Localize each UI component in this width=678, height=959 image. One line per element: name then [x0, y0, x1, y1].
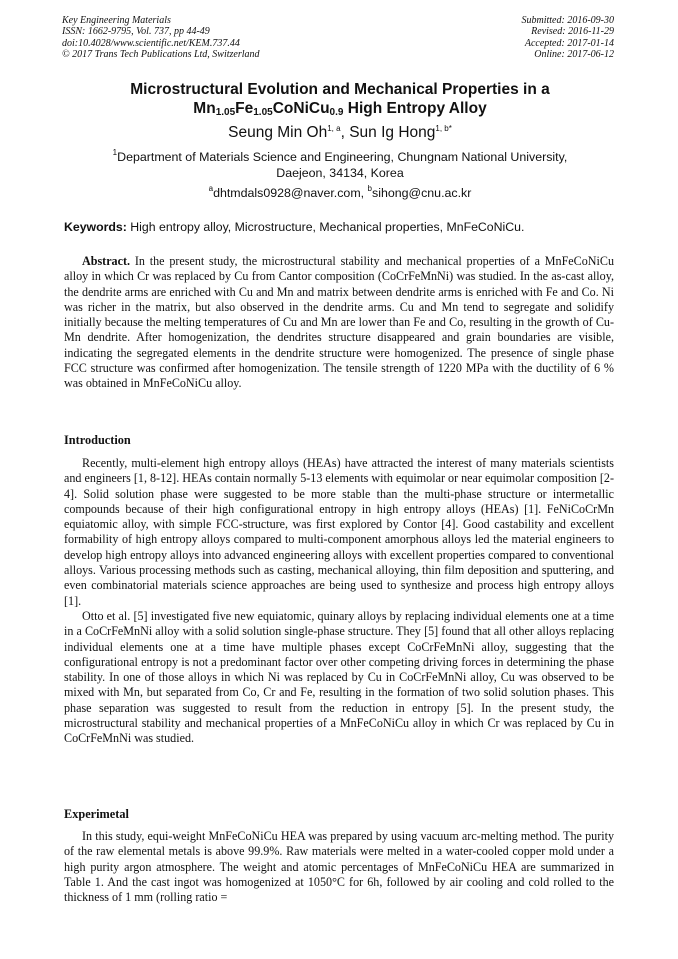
paragraph: In this study, equi-weight MnFeCoNiCu HEA was prepared by using vacuum arc-melting method. The purity of the raw elemental metals is above 99.9%. Raw materials were melted in a water-cooled copper mold under a high purity argon atmosphere. The weight and atomic percentages of MnFeCoNiCu HEA are summarized in Table 1. And the cast ingot was homogenized at 1050°C for 6h, followed by air cooling and cold rolled to the thickness of 1 mm (rolling ratio = — [64, 829, 614, 905]
journal-name: Key Engineering Materials — [62, 15, 171, 26]
paragraph: Recently, multi-element high entropy alloys (HEAs) have attracted the interest of many materials scientists and engineers [1, 8-12]. HEAs contain normally 5-13 elements with equimolar or near equimolar composition [2-4]. Solid solution phase were suggested to be more stable than the multi-phase structure or intermetallic compounds because of their high configurational entropy in high entropy alloys (HEAs) [1]. FeNiCoCrMn equiatomic alloy, with simple FCC-structure, was first explored by Contor [4]. Good castability and excellent formability of high entropy alloys compared to multi-component amorphous alloys led the material engineers to develop high entropy alloys into advanced engineering alloys with excellent properties compared to conventional alloys. Various processing methods such as casting, mechanical alloying, thin film deposition and sputtering, and even combinatorial materials science approaches are being used to synthesize and process high entropy alloys [1]. — [64, 456, 614, 608]
online-date: Online: 2017-06-12 — [534, 48, 614, 60]
issn: ISSN: 1662-9795, Vol. 737, pp 44-49 — [62, 26, 210, 38]
publication-dates — [522, 15, 615, 60]
keywords — [64, 220, 616, 235]
author-list: Seung Min Oh$^{1, a}$, Sun Ig Hong$^{1, b*}$ — [228, 124, 452, 141]
email-link[interactable]: dhtmdals0928@naver.com — [213, 186, 361, 200]
title-line-2: $Mn_{1.05}Fe_{1.05}CoNiCu_{0.9}$ High Entropy Alloy — [193, 100, 487, 118]
affiliation: $^1$Department of Materials Science and Engineering, Chungnam National University, Daejeon, 34134, Korea — [112, 148, 568, 180]
section-heading-experimental: Experimetal — [64, 807, 129, 821]
section-heading-introduction: Introduction — [64, 433, 131, 447]
paragraph: Otto et al. [5] investigated five new equiatomic, quinary alloys by replacing individual elements one at a time in a CoCrFeMnNi alloy with a solid solution single-phase structure. They [5] found that all other alloys replacing individual elements one at a time have multiple phases except CoCrFeMnNi alloy, suggesting that the configurational entropy is not a predominant factor over other competing driving forces in determining the phase stability. In one of those alloys in which Ni was replaced by Cu in CoCrFeMnNi alloy, Cu was observed to be mixed with Mn, but separated from Co, Cr and Fe, resulting in the formation of two solid solution phases. This phase separation was suggested to result from the reduction in entropy [5]. In the present study, the microstructural stability and mechanical properties of a MnFeCoNiCu alloy in which Cr was replaced by Cu in CoCrFeMnNi was studied. — [64, 608, 614, 746]
email-link[interactable]: sihong@cnu.ac.kr — [372, 186, 472, 200]
copyright: © 2017 Trans Tech Publications Ltd, Switzerland — [62, 48, 260, 60]
keywords-label: Keywords: — [64, 220, 127, 234]
doi: doi:10.4028/www.scientific.net/KEM.737.44 — [62, 37, 240, 49]
author-name: Seung Min Oh — [228, 124, 328, 141]
introduction-body — [64, 456, 614, 747]
keywords-text: High entropy alloy, Microstructure, Mechanical properties, MnFeCoNiCu. — [126, 220, 525, 234]
paper-title — [40, 80, 640, 118]
abstract-label: Abstract. — [82, 254, 131, 268]
experimental-body — [64, 829, 614, 905]
author-emails: $^a$dhtmdals0928@naver.com, $^b$sihong@cnu.ac.kr — [208, 184, 472, 200]
submitted-date: Submitted: 2016-09-30 — [521, 15, 614, 26]
title-line-1: Microstructural Evolution and Mechanical Properties in a — [130, 81, 550, 98]
author-name: Sun Ig Hong — [349, 124, 436, 141]
accepted-date: Accepted: 2017-01-14 — [524, 37, 614, 49]
abstract — [64, 254, 614, 392]
abstract-text: In the present study, the microstructural stability and mechanical properties of a MnFeCoNiCu alloy in which Cr was replaced by Cu from Cantor composition (CoCrFeMnNi) was studied. In the as-cast alloy, the dendrite arms are enriched with Cu and Mn and matrix between dendrite arms is enriched with Fe and Co. Ni was richer in the matrix, but also observed in the dendrite arms. Cu and Mn tend to segregate and solidify initially because the melting temperatures of Cu and Mn are lower than Fe and Co, resulting in the growth of Cu-Mn dendrite. After homogenization, the dendrites structure disappeared and grain boundaries are visible, indicating the segregated elements in the dendrite structure were homogenized. The presence of single phase FCC structure was confirmed after homogenization. The tensile strength of 1220 MPa with the ductility of 6 % was obtained in MnFeCoNiCu alloy. — [64, 254, 614, 391]
journal-info — [62, 15, 260, 60]
revised-date: Revised: 2016-11-29 — [531, 26, 614, 38]
